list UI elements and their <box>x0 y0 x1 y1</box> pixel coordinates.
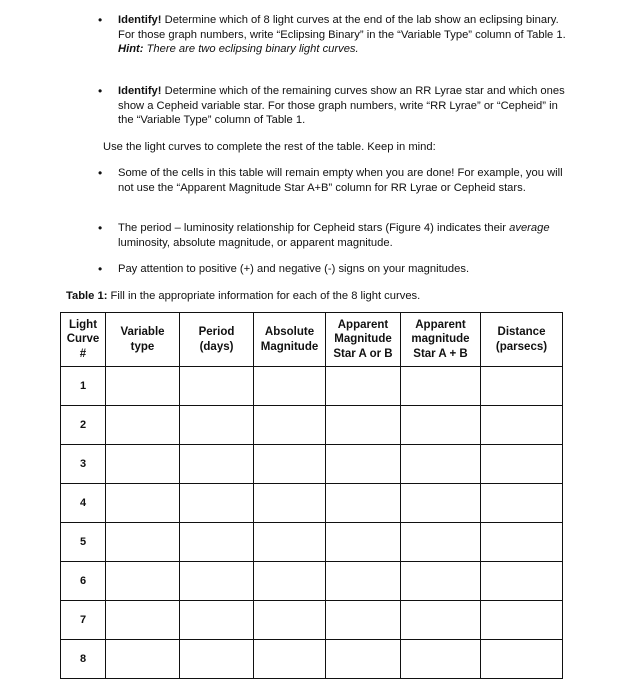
bullet-text: Determine which of 8 light curves at the end of the lab show an eclipsing binary. For those graph numbers, write “Eclipsing Binary” in the “Variable Type” column of Table 1. <box>118 14 566 41</box>
table-caption-text: Fill in the appropriate information for each of the 8 light curves. <box>107 290 421 302</box>
table-caption-label: Table 1: <box>66 290 108 302</box>
identify-label: Identify! <box>118 85 162 97</box>
cell-period[interactable] <box>180 445 254 484</box>
row-number: 3 <box>61 445 106 484</box>
cell-apparent-magnitude-a-plus-b[interactable] <box>401 562 481 601</box>
cell-absolute-magnitude[interactable] <box>254 445 326 484</box>
cell-distance[interactable] <box>481 406 563 445</box>
cell-absolute-magnitude[interactable] <box>254 406 326 445</box>
cell-distance[interactable] <box>481 367 563 406</box>
bullet-text: Determine which of the remaining curves show an RR Lyrae star and which ones show a Cepheid variable star. For those graph numbers, write “RR Lyrae” or “Cepheid” in the “Variable Type” column of Table 1. <box>118 85 565 127</box>
bullet-period-luminosity <box>98 221 568 250</box>
row-number: 7 <box>61 601 106 640</box>
table-row <box>61 523 563 562</box>
identify-label: Identify! <box>118 14 162 26</box>
cell-variable-type[interactable] <box>106 445 180 484</box>
cell-absolute-magnitude[interactable] <box>254 484 326 523</box>
row-number: 6 <box>61 562 106 601</box>
cell-distance[interactable] <box>481 601 563 640</box>
cell-absolute-magnitude[interactable] <box>254 562 326 601</box>
cell-distance[interactable] <box>481 523 563 562</box>
table-header-row <box>61 313 563 367</box>
cell-apparent-magnitude-a-or-b[interactable] <box>326 406 401 445</box>
bullet-dot: • <box>98 13 103 27</box>
cell-absolute-magnitude[interactable] <box>254 523 326 562</box>
cell-variable-type[interactable] <box>106 640 180 679</box>
bullet-text: luminosity, absolute magnitude, or apparent magnitude. <box>118 236 393 249</box>
cell-variable-type[interactable] <box>106 406 180 445</box>
header-period: Period (days) <box>180 313 254 367</box>
cell-absolute-magnitude[interactable] <box>254 601 326 640</box>
bullet-text: The period – luminosity relationship for Cepheid stars (Figure 4) indicates their <box>118 222 510 234</box>
cell-period[interactable] <box>180 367 254 406</box>
bullet-signs <box>98 262 568 277</box>
cell-apparent-magnitude-a-plus-b[interactable] <box>401 640 481 679</box>
row-number: 1 <box>61 367 106 406</box>
table-row <box>61 601 563 640</box>
cell-absolute-magnitude[interactable] <box>254 640 326 679</box>
bullet-text: Some of the cells in this table will remain empty when you are done! For example, you will not use the “Apparent Magnitude Star A+B” column for RR Lyrae or Cepheid stars. <box>118 167 563 194</box>
cell-apparent-magnitude-a-plus-b[interactable] <box>401 406 481 445</box>
table-row <box>61 367 563 406</box>
table-row <box>61 640 563 679</box>
table-row <box>61 406 563 445</box>
hint-label: Hint: <box>118 43 144 56</box>
cell-period[interactable] <box>180 406 254 445</box>
header-variable-type: Variable type <box>106 313 180 367</box>
bullet-identify-eclipsing <box>98 13 568 57</box>
cell-apparent-magnitude-a-or-b[interactable] <box>326 367 401 406</box>
bullet-dot: • <box>98 262 103 276</box>
bullet-text: Pay attention to positive (+) and negative (-) signs on your magnitudes. <box>118 263 470 275</box>
header-light-curve: Light Curve # <box>61 313 106 367</box>
cell-distance[interactable] <box>481 484 563 523</box>
header-apparent-magnitude-a-or-b: Apparent Magnitude Star A or B <box>326 313 401 367</box>
cell-absolute-magnitude[interactable] <box>254 367 326 406</box>
cell-period[interactable] <box>180 640 254 679</box>
cell-apparent-magnitude-a-plus-b[interactable] <box>401 445 481 484</box>
cell-apparent-magnitude-a-or-b[interactable] <box>326 640 401 679</box>
header-distance: Distance (parsecs) <box>481 313 563 367</box>
bullet-empty-cells <box>98 166 568 195</box>
table-caption <box>66 289 420 304</box>
cell-variable-type[interactable] <box>106 601 180 640</box>
cell-apparent-magnitude-a-plus-b[interactable] <box>401 367 481 406</box>
cell-apparent-magnitude-a-or-b[interactable] <box>326 562 401 601</box>
row-number: 2 <box>61 406 106 445</box>
row-number: 8 <box>61 640 106 679</box>
row-number: 5 <box>61 523 106 562</box>
cell-variable-type[interactable] <box>106 367 180 406</box>
table-row <box>61 484 563 523</box>
cell-period[interactable] <box>180 601 254 640</box>
bullet-dot: • <box>98 84 103 98</box>
cell-period[interactable] <box>180 523 254 562</box>
cell-variable-type[interactable] <box>106 523 180 562</box>
bullet-dot: • <box>98 166 103 180</box>
instruction-text: Use the light curves to complete the rest of the table. Keep in mind: <box>103 141 436 153</box>
header-apparent-magnitude-a-plus-b: Apparent magnitude Star A + B <box>401 313 481 367</box>
cell-apparent-magnitude-a-plus-b[interactable] <box>401 523 481 562</box>
cell-apparent-magnitude-a-or-b[interactable] <box>326 484 401 523</box>
cell-distance[interactable] <box>481 640 563 679</box>
cell-distance[interactable] <box>481 562 563 601</box>
header-absolute-magnitude: Absolute Magnitude <box>254 313 326 367</box>
cell-period[interactable] <box>180 484 254 523</box>
cell-distance[interactable] <box>481 445 563 484</box>
hint-text: There are two eclipsing binary light curves. <box>143 43 359 56</box>
average-emphasis: average <box>509 222 550 234</box>
bullet-identify-rr-cepheid <box>98 84 568 128</box>
cell-apparent-magnitude-a-or-b[interactable] <box>326 445 401 484</box>
cell-period[interactable] <box>180 562 254 601</box>
cell-apparent-magnitude-a-or-b[interactable] <box>326 523 401 562</box>
cell-variable-type[interactable] <box>106 562 180 601</box>
cell-apparent-magnitude-a-or-b[interactable] <box>326 601 401 640</box>
cell-apparent-magnitude-a-plus-b[interactable] <box>401 484 481 523</box>
cell-variable-type[interactable] <box>106 484 180 523</box>
cell-apparent-magnitude-a-plus-b[interactable] <box>401 601 481 640</box>
row-number: 4 <box>61 484 106 523</box>
table-row <box>61 562 563 601</box>
light-curve-table <box>60 312 563 679</box>
bullet-dot: • <box>98 221 103 235</box>
table-row <box>61 445 563 484</box>
